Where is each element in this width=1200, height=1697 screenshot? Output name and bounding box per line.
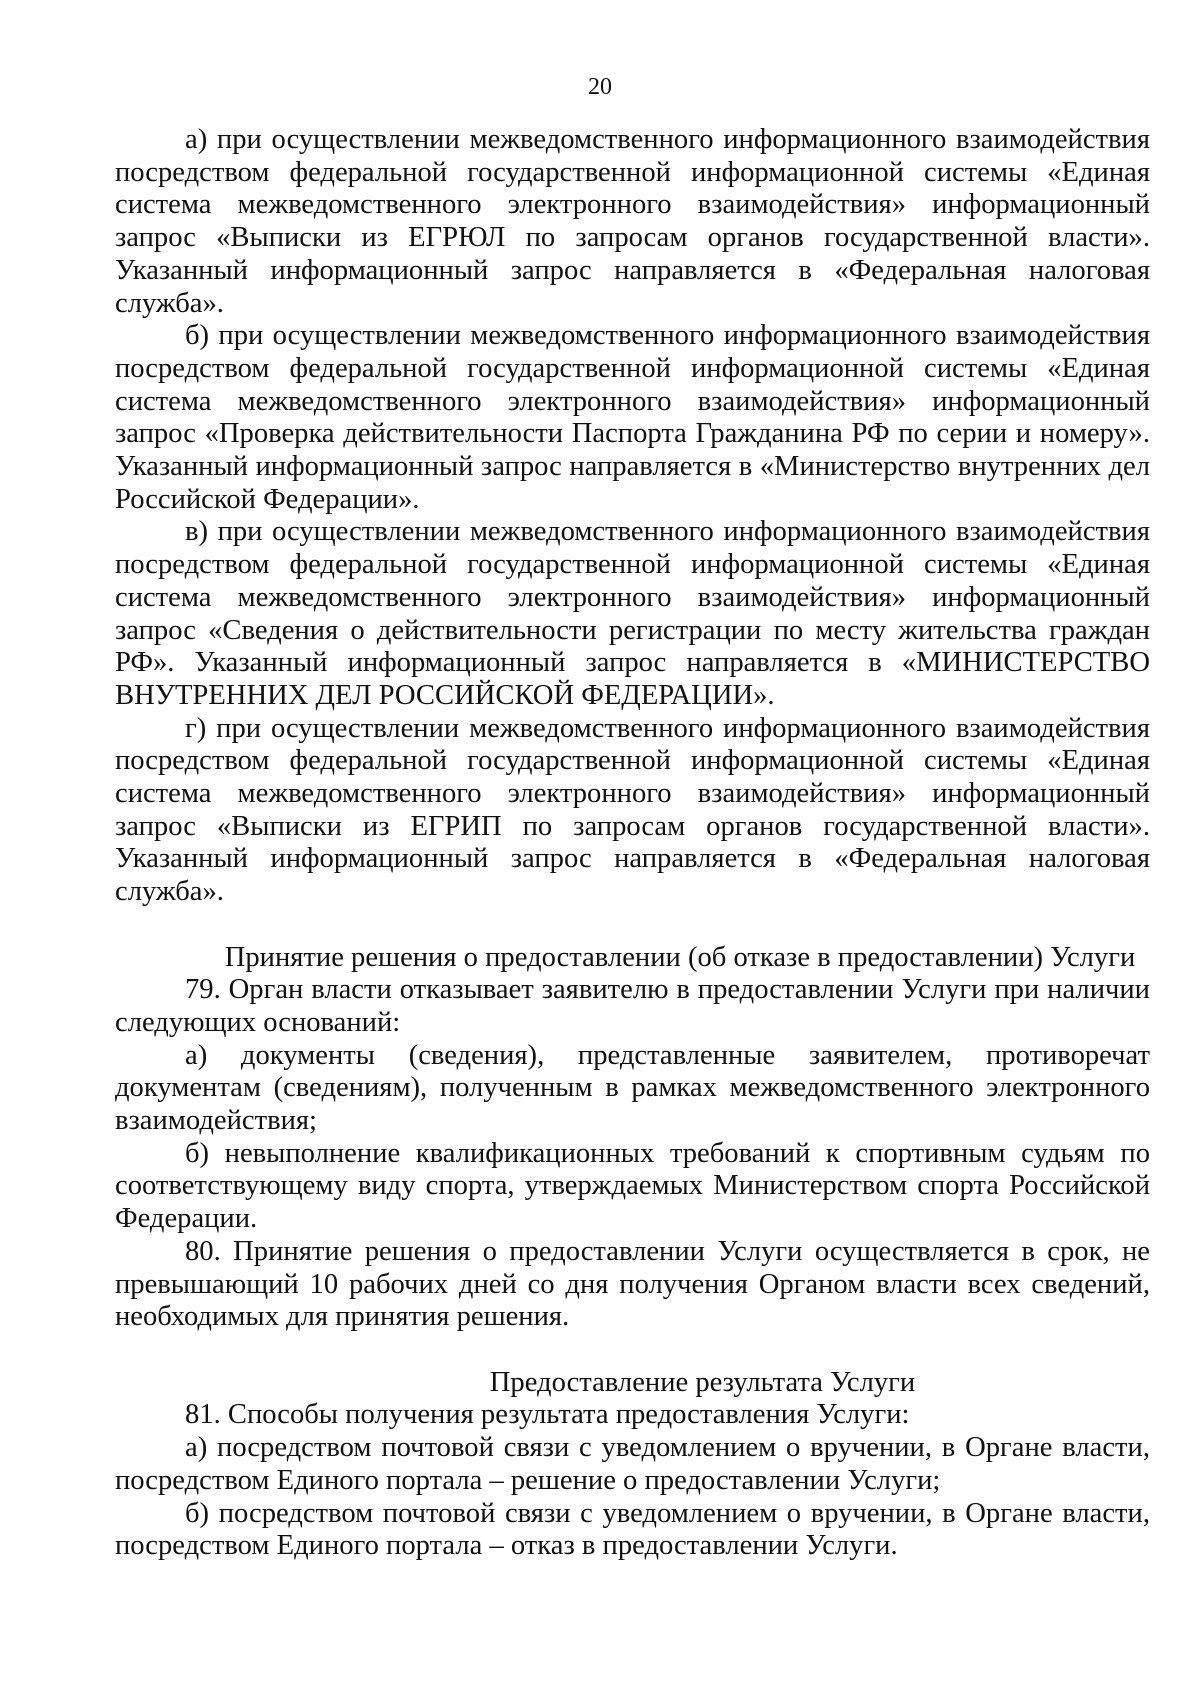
page-number: 20 — [588, 74, 612, 100]
paragraph-79-b: б) невыполнение квалификационных требований к спортивным судьям по соответствующему виду спорта, утверждаемых Министерством спорта Российской Федерации. — [115, 1137, 1150, 1235]
section-heading-result: Предоставление результата Услуги — [489, 1366, 916, 1398]
paragraph-80: 80. Принятие решения о предоставлении Услуги осуществляется в срок, не превышающий 10 рабочих дней со дня получения Органом власти всех сведений, необходимых для принятия решения. — [115, 1235, 1150, 1333]
section-heading-decision: Принятие решения о предоставлении (об отказе в предоставлении) Услуги — [224, 941, 1136, 973]
paragraph-b-passport-request: б) при осуществлении межведомственного информационного взаимодействия посредством федеральной государственной информационной системы «Единая система межведомственного электронного взаимодействия» информационный запрос «Проверка действительности Паспорта Гражданина РФ по серии и номеру». Указанный информационный запрос направляется в «Министерство внутренних дел Российской Федерации». — [115, 320, 1150, 515]
paragraph-v-registration-request: в) при осуществлении межведомственного информационного взаимодействия посредством федеральной государственной информационной системы «Единая система межведомственного электронного взаимодействия» информационный запрос «Сведения о действительности регистрации по месту жительства граждан РФ». Указанный информационный запрос направляется в «МИНИСТЕРСТВО ВНУТРЕННИХ ДЕЛ РОССИЙСКОЙ ФЕДЕРАЦИИ». — [115, 516, 1150, 711]
paragraph-79-a: а) документы (сведения), представленные заявителем, противоречат документам (сведениям), полученным в рамках межведомственного электронного взаимодействия; — [115, 1039, 1150, 1137]
paragraph-81-b: б) посредством почтовой связи с уведомлением о вручении, в Органе власти, посредством Единого портала – отказ в предоставлении Услуги. — [115, 1497, 1150, 1562]
paragraph-81: 81. Способы получения результата предоставления Услуги: — [185, 1399, 910, 1431]
paragraph-a-egrul-request: а) при осуществлении межведомственного информационного взаимодействия посредством федеральной государственной информационной системы «Единая система межведомственного электронного взаимодействия» информационный запрос «Выписки из ЕГРЮЛ по запросам органов государственной власти». Указанный информационный запрос направляется в «Федеральная налоговая служба». — [115, 124, 1150, 319]
paragraph-79: 79. Орган власти отказывает заявителю в предоставлении Услуги при наличии следующих оснований: — [115, 974, 1150, 1038]
paragraph-81-a: а) посредством почтовой связи с уведомлением о вручении, в Органе власти, посредством Единого портала – решение о предоставлении Услуги; — [115, 1432, 1150, 1496]
paragraph-g-egrip-request: г) при осуществлении межведомственного информационного взаимодействия посредством федеральной государственной информационной системы «Единая система межведомственного электронного взаимодействия» информационный запрос «Выписки из ЕГРИП по запросам органов государственной власти». Указанный информационный запрос направляется в «Федеральная налоговая служба». — [115, 712, 1150, 908]
document-body — [115, 124, 1150, 1563]
